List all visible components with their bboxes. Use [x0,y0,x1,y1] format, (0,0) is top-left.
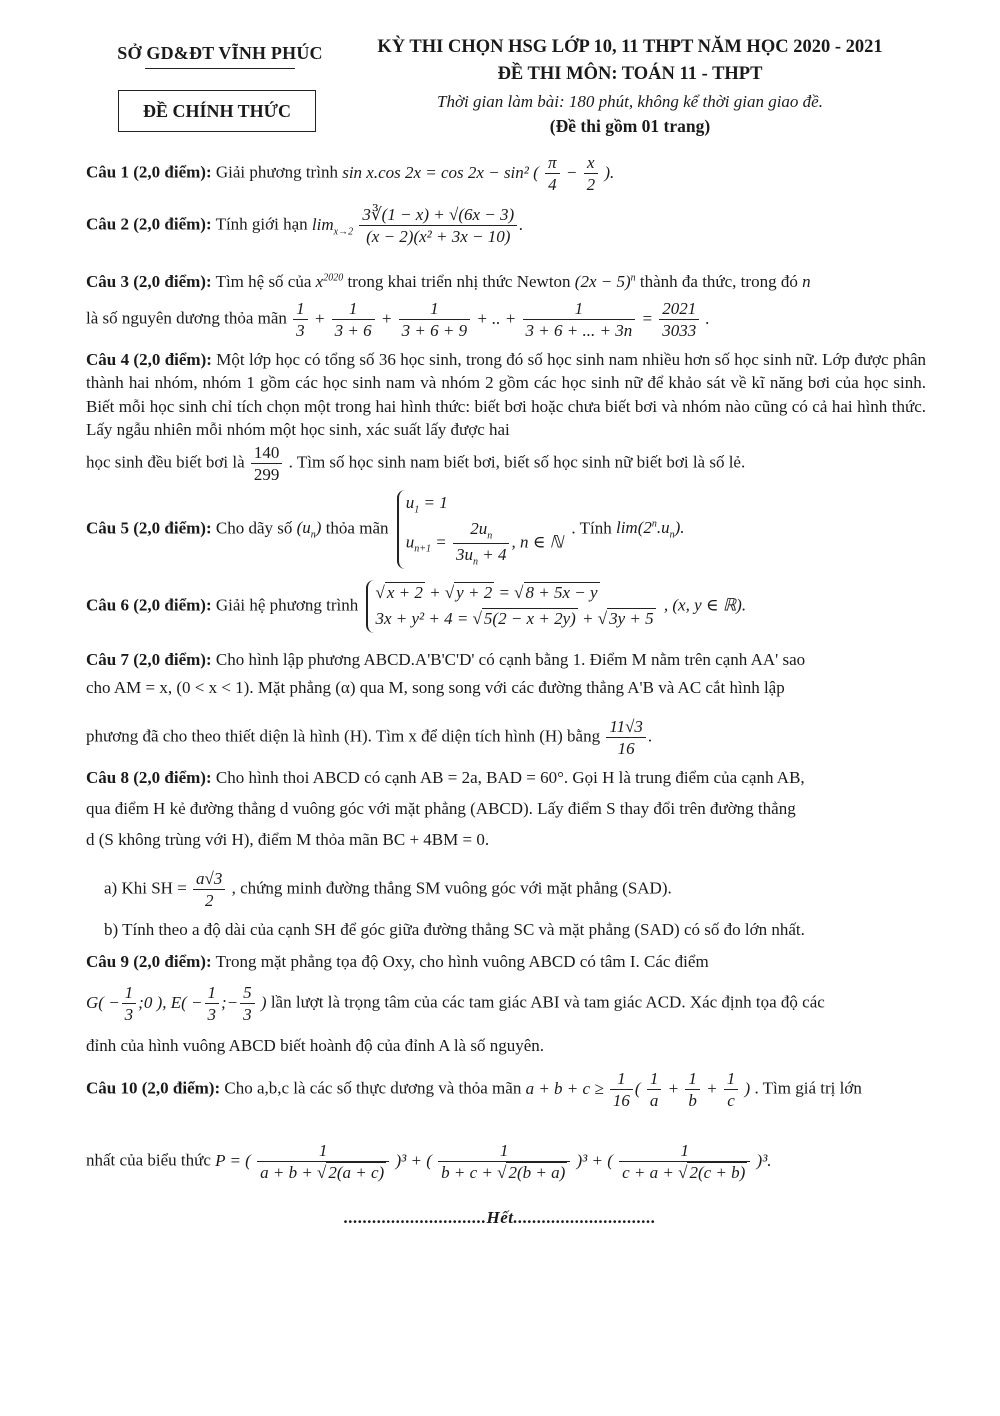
question-8-part-b: b) Tính theo a độ dài của cạnh SH để góc giữa đường thẳng SC và mặt phẳng (SAD) có số đo lớn nhất. [104,920,805,939]
question-text: học sinh đều biết bơi là [86,452,245,472]
binomial: $(2x - 5)^n$ [574,272,636,291]
question-label: Câu 5 (2,0 điểm): [86,518,212,538]
question-text: trong khai triển nhị thức Newton [347,272,571,291]
question-text: . Tìm số học sinh nam biết bơi, biết số học sinh nữ biết bơi là số lẻ. [288,452,746,472]
question-2 [86,204,926,248]
question-label: Câu 2 (2,0 điểm): [86,214,212,234]
question-text: Giải phương trình [215,162,338,182]
pages-note: (Đề thi gồm 01 trang) [549,116,711,137]
question-8-part-a [104,868,944,912]
question-10 [86,1068,926,1112]
question-text: . Tính [571,518,612,538]
condition-inequality: a + b + c ≥ $\frac{1}{16}$ ( $\frac{1}{a}$ + $\frac{1}{b}$ + $\frac{1}{c}$ ) [525,1069,751,1111]
sum-equation: $\frac{1}{3}$ + $\frac{1}{3 + 6}$ + $\frac{1}{3 + 6 + 9}$ + .. + $\frac{1}{3 + 6 + ... + 3n}$ = $\frac{2021}{3033}$ . [291,309,710,328]
question-text: nhất của biểu thức [86,1150,211,1170]
question-label: Câu 10 (2,0 điểm): [86,1078,221,1098]
limit-expression: $\lim_{x\to 2}$ $\frac{3∛(1 - x) + √(6x - 3)}{\text{(x − 2)(x² + 3x − 10)}}$ . [311,205,524,247]
power-term: $x^{2020}$ [315,272,344,291]
question-text: Tìm hệ số của [215,272,312,291]
exam-title: KỲ THI CHỌN HSG LỚP 10, 11 THPT NĂM HỌC 2020 - 2021 [377,37,883,57]
question-text: thỏa mãn [325,518,389,538]
question-5 [86,490,926,569]
question-4-end [86,442,926,486]
question-text: lần lượt là trọng tâm của các tam giác ABI và tam giác ACD. Xác định tọa độ các [270,992,825,1012]
recurrence-system: $u_1 = 1$ $u_{n+1}$ = $\frac{2u_n}{3u_n + 4}$ , n ∈ ℕ [397,490,563,569]
question-1 [86,152,926,196]
department-name: SỞ GD&ĐT VĨNH PHÚC [117,43,323,63]
official-label-box: ĐỀ CHÍNH THỨC [118,90,316,132]
question-label: Câu 6 (2,0 điểm): [86,595,212,615]
question-7-line2: cho AM = x, (0 < x < 1). Mặt phẳng (α) qua M, song song với các đường thẳng A'B và AC cắt hình lập [86,678,785,697]
question-label: Câu 7 (2,0 điểm): [86,650,212,669]
area-fraction: $\frac{11√3}{16}$ [606,716,646,760]
question-text: Một lớp học có tổng số 36 học sinh, trong đó số học sinh nam nhiều hơn số học sinh nữ. Lớp được phân thành hai nhóm, nhóm 1 gồm các học sinh nam và nhóm 2 gồm các học sinh nữ để khảo sát về kĩ năng bơi của học sinh. Biết mỗi học sinh chỉ tích chọn một trong hai hình thức: biết bơi hoặc chưa biết bơi và nhóm nào cũng có cả hai hình thức. Lấy ngẫu nhiên mỗi nhóm một học sinh, xác suất lấy được hai [86,350,926,440]
header-right [350,34,910,140]
question-text: Cho dãy số [215,518,293,538]
question-text: . Tìm giá trị lớn [754,1078,862,1098]
equation-system: √ x + 2 + √ y + 2 = √ 8 + 5x − y 3x + y² + 4 = √ 5(2 − x + 2y) + √ 3y + 5 [366,580,655,633]
header-left [100,40,340,69]
question-text: Giải hệ phương trình [215,595,359,615]
question-text: Trong mặt phẳng tọa độ Oxy, cho hình vuông ABCD có tâm I. Các điểm [215,952,709,971]
question-text: là số nguyên dương thỏa mãn [86,308,287,328]
question-4 [86,348,926,442]
variable-n: n [802,272,811,291]
sh-fraction: $\frac{a√3}{2}$ [193,868,225,912]
question-7-line3: phương đã cho theo thiết diện là hình (H). Tìm x để diện tích hình (H) bằng $\frac{11√3}{16}$ . [86,717,653,759]
question-9 [86,950,926,975]
department-underline [145,68,295,69]
domain-note: , (x, y ∈ ℝ). [663,595,747,615]
question-label: Câu 8 (2,0 điểm): [86,768,212,787]
question-text: Cho hình thoi ABCD có cạnh AB = 2a, BAD = 60°. Gọi H là trung điểm của cạnh AB, [215,768,805,787]
question-text: Cho hình lập phương ABCD.A'B'C'D' có cạnh bằng 1. Điểm M nằm trên cạnh AA' sao [215,650,806,669]
exam-subject: ĐỀ THI MÔN: TOÁN 11 - THPT [497,63,763,84]
question-7 [86,648,926,673]
question-8-line2: qua điểm H kẻ đường thẳng d vuông góc với mặt phẳng (ABCD). Lấy điểm S thay đổi trên đường thẳng [86,799,796,818]
time-note: Thời gian làm bài: 180 phút, không kể thời gian giao đề. [437,91,823,111]
question-3-condition [86,298,926,342]
question-10-expression [86,1140,926,1184]
question-text: Tính giới hạn [215,214,308,234]
question-9-line3: đỉnh của hình vuông ABCD biết hoành độ của đỉnh A là số nguyên. [86,1036,545,1055]
question-8-line3: d (S không trùng với H), điểm M thỏa mãn BC + 4BM = 0. [86,830,490,849]
probability-fraction: $\frac{140}{299}$ [251,442,283,486]
question-3 [86,270,926,295]
end-marker: ..............................Hết.............................. [344,1208,656,1227]
question-text: a) Khi SH = [104,878,187,898]
equation: sin x.cos 2x = cos 2x − sin² ( $\frac{\pi}{4}$ − $\frac{x}{2}$ ). [342,153,615,195]
question-text: , chứng minh đường thẳng SM vuông góc với mặt phẳng (SAD). [231,878,672,898]
sequence-name: $(u_n)$ [296,518,322,541]
question-label: Câu 4 (2,0 điểm): [86,350,212,369]
question-label: Câu 9 (2,0 điểm): [86,952,212,971]
question-8 [86,766,926,791]
question-text: thành đa thức, trong đó [639,272,798,291]
limit-expression: $\lim(2^n.u_n)$. [615,518,685,541]
question-text: phương đã cho theo thiết diện là hình (H). Tìm x để diện tích hình (H) bằng [86,726,601,746]
question-6 [86,580,926,633]
question-text: Cho a,b,c là các số thực dương và thỏa mãn [224,1078,522,1098]
expression-p: P = ( $\frac{1}{a + b + √ 2(a + c)}$ )³ + ( $\frac{1}{b + c + √ 2(b + a)}$ )³ + ( $\frac{1}{c + a + √ 2(c + b)}$ )³. [215,1141,772,1183]
points-expression: G( − $\frac{1}{3}$ ;0 ), E( − $\frac{1}{3}$ ;− $\frac{5}{3}$ ) [86,983,267,1025]
question-9-line2 [86,982,926,1026]
question-label: Câu 3 (2,0 điểm): [86,272,212,291]
question-label: Câu 1 (2,0 điểm): [86,162,212,182]
